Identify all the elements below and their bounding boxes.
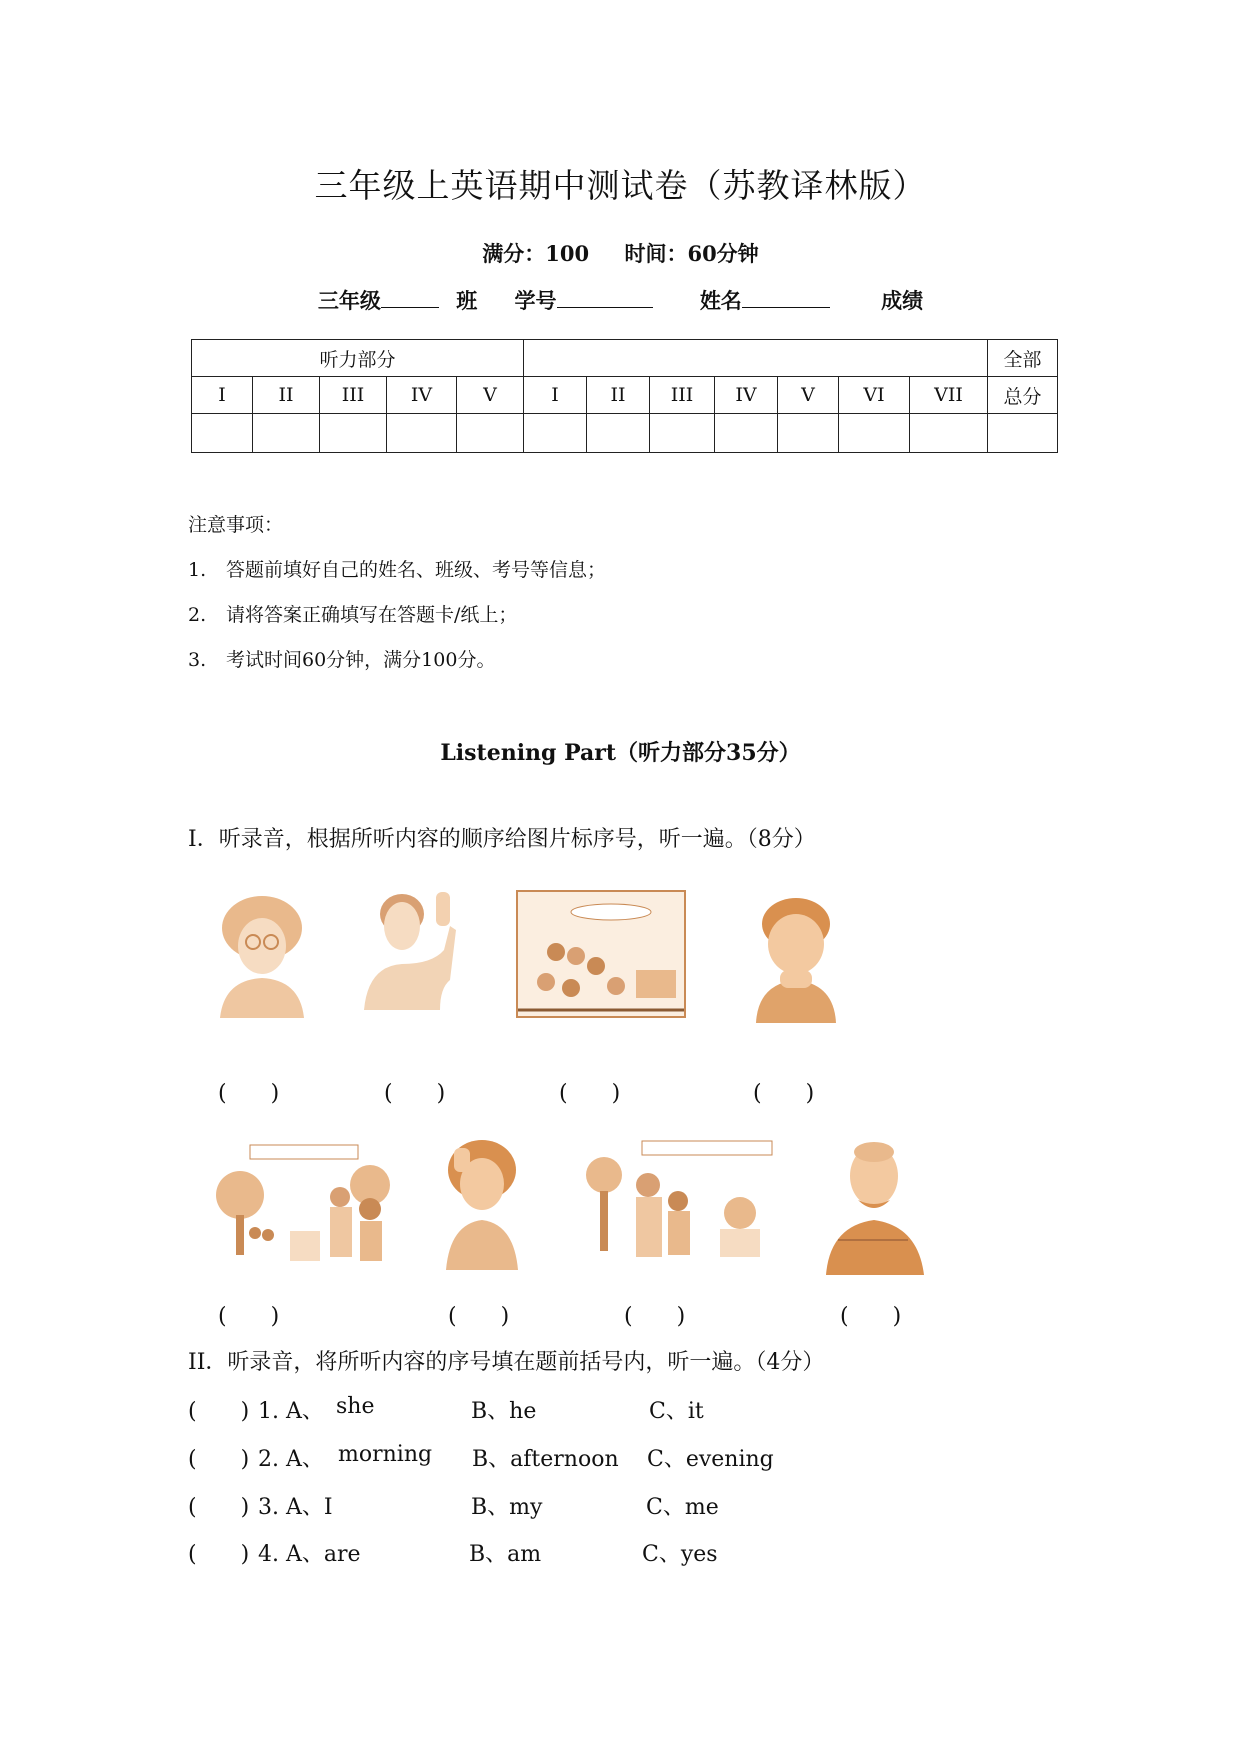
col-header: V <box>778 377 839 414</box>
question-2-title: II．听录音，将所听内容的序号填在题前括号内，听一遍。（4分） <box>188 1350 825 1375</box>
score-label: 成绩 <box>881 288 924 313</box>
listening-header-cell: 听力部分 <box>192 340 524 377</box>
score-cell[interactable] <box>715 414 778 453</box>
col-header: I <box>192 377 253 414</box>
score-cell[interactable] <box>320 414 387 453</box>
grade-blank[interactable] <box>381 287 439 308</box>
col-header: IV <box>715 377 778 414</box>
col-header: IV <box>387 377 457 414</box>
col-header: VI <box>839 377 910 414</box>
grandpa-picture <box>818 1130 930 1275</box>
score-cell[interactable] <box>524 414 587 453</box>
col-header: I <box>524 377 587 414</box>
score-cell[interactable] <box>253 414 320 453</box>
student-no-blank[interactable] <box>557 287 653 308</box>
mc-item: ( ) 1. A、 she B、he C、it <box>188 1394 704 1424</box>
answer-bracket[interactable]: ( ) <box>384 1081 446 1106</box>
exam-meta <box>0 238 1241 268</box>
answer-bracket[interactable]: ( ) <box>624 1304 686 1329</box>
exam-time: 时间：60分钟 <box>624 241 759 266</box>
answer-bracket[interactable]: ( ) <box>188 1542 250 1567</box>
mc-item: ( ) 2. A、 morning B、afternoon C、evening <box>188 1442 774 1472</box>
score-table <box>191 339 1058 453</box>
man-waving-picture <box>360 880 460 1010</box>
note-item: 3. 考试时间60分钟，满分100分。 <box>188 649 496 671</box>
answer-bracket[interactable]: ( ) <box>188 1447 250 1472</box>
col-header: II <box>587 377 650 414</box>
answer-bracket[interactable]: ( ) <box>840 1304 902 1329</box>
score-cell[interactable] <box>839 414 910 453</box>
score-cell[interactable] <box>457 414 524 453</box>
written-header-cell <box>524 340 988 377</box>
col-header: III <box>650 377 715 414</box>
answer-bracket[interactable]: ( ) <box>218 1304 280 1329</box>
mc-item: ( ) 3. A、I B、my C、me <box>188 1490 1088 1520</box>
total-header-cell-2: 总分 <box>988 377 1058 414</box>
score-cell[interactable] <box>910 414 988 453</box>
notes-heading: 注意事项： <box>188 514 284 536</box>
answer-bracket[interactable]: ( ) <box>188 1399 250 1424</box>
score-cell[interactable] <box>192 414 253 453</box>
class-label: 班 <box>456 288 478 313</box>
family-morning-picture <box>580 1135 780 1265</box>
family-park-picture <box>210 1135 400 1265</box>
answer-bracket[interactable]: ( ) <box>448 1304 510 1329</box>
grandma-picture <box>212 888 312 1018</box>
girl-waving-picture <box>432 1130 532 1270</box>
answer-bracket[interactable]: ( ) <box>188 1495 250 1520</box>
col-header: V <box>457 377 524 414</box>
score-cell[interactable] <box>587 414 650 453</box>
col-header: II <box>253 377 320 414</box>
col-header: VII <box>910 377 988 414</box>
col-header: III <box>320 377 387 414</box>
total-header-cell: 全部 <box>988 340 1058 377</box>
score-cell[interactable] <box>650 414 715 453</box>
mc-item: ( ) 4. A、are B、am C、yes <box>188 1537 1088 1567</box>
page-title: 三年级上英语期中测试卷（苏教译林版） <box>314 166 927 205</box>
boy-picture <box>746 888 846 1023</box>
score-cell[interactable] <box>778 414 839 453</box>
student-info-line <box>0 285 1241 315</box>
answer-bracket[interactable]: ( ) <box>218 1081 280 1106</box>
classroom-picture <box>516 890 686 1020</box>
student-no-label: 学号 <box>514 288 557 313</box>
note-item: 1. 答题前填好自己的姓名、班级、考号等信息； <box>188 559 607 581</box>
answer-bracket[interactable]: ( ) <box>753 1081 815 1106</box>
name-blank[interactable] <box>742 287 830 308</box>
note-item: 2. 请将答案正确填写在答题卡/纸上； <box>188 604 518 626</box>
notes <box>188 510 606 690</box>
total-score-cell[interactable] <box>988 414 1058 453</box>
full-score: 满分：100 <box>482 241 590 266</box>
grade-label: 三年级 <box>317 288 381 313</box>
question-1-title: I．听录音，根据所听内容的顺序给图片标序号，听一遍。（8分） <box>188 827 816 852</box>
name-label: 姓名 <box>699 288 742 313</box>
score-cell[interactable] <box>387 414 457 453</box>
listening-section-title: Listening Part（听力部分35分） <box>440 740 801 766</box>
answer-bracket[interactable]: ( ) <box>559 1081 621 1106</box>
